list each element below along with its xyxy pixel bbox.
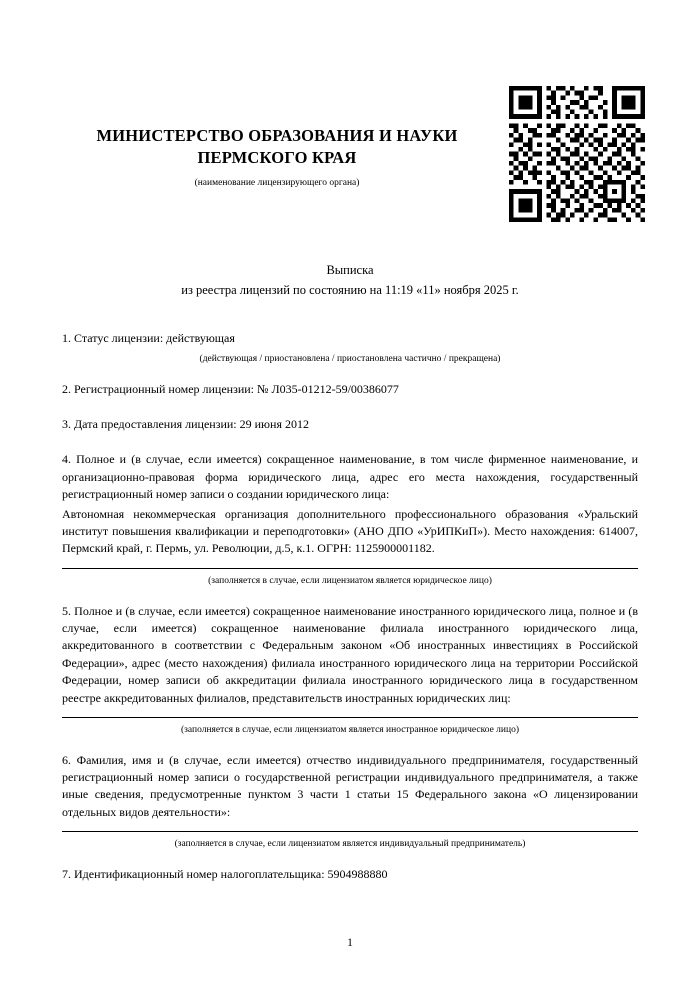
qr-code-icon <box>509 86 645 222</box>
item-text: 5. Полное и (в случае, если имеется) сокращенное наименование иностранного юридического лица, полное и (в случае, если имеется) сокращенное наименование филиала иностранного юридического лица, аккредитованного в соответствии с Федеральным законом «Об иностранных инвестициях в Российской Федерации», адрес (место нахождения) филиала иностранного юридического лица на территории Российской Федерации, номер записи об аккредитации филиала иностранного юридического лица в государственном реестре аккредитованных филиалов, представительств иностранных юридических лиц: <box>62 603 638 705</box>
item-divider <box>62 717 638 718</box>
document-title: Выписка <box>326 262 374 277</box>
ministry-name-line1: МИНИСТЕРСТВО ОБРАЗОВАНИЯ И НАУКИ <box>96 126 458 145</box>
item-text: 3. Дата предоставления лицензии: 29 июня 2012 <box>62 417 309 432</box>
item-value: Автономная некоммерческая организация дополнительного профессионального образования «Уральский институт повышения квалификации и переподготовки» (АНО ДПО «УрИПКиП»). Место нахождения: 614007, Пермский край, г. Пермь, ул. Революции, д.5, к.1. ОГРН: 1125900001182. <box>62 506 638 556</box>
item-divider <box>62 831 638 832</box>
item-text: 2. Регистрационный номер лицензии: № Л035-01212-59/00386077 <box>62 381 399 396</box>
item-text: 4. Полное и (в случае, если имеется) сокращенное наименование, в том числе фирменное наименование, и организационно-правовая форма юридического лица, адрес его места нахождения, государственный регистрационный номер записи о создании юридического лица: <box>62 452 638 502</box>
item-note: (заполняется в случае, если лицензиатом является индивидуальный предприниматель) <box>174 839 526 850</box>
item-text: 1. Статус лицензии: действующая <box>62 330 235 345</box>
item-text: 6. Фамилия, имя и (в случае, если имеется) отчество индивидуального предпринимателя, государственный регистрационный номер записи о государственной регистрации индивидуального предпринимателя, а также иные сведения, предусмотренные пунктом 3 части 1 статьи 15 Федерального закона «О лицензировании отдельных видов деятельности»: <box>62 752 638 819</box>
ministry-name-line2: ПЕРМСКОГО КРАЯ <box>197 148 357 168</box>
item-license-number <box>62 381 638 398</box>
item-divider <box>62 568 638 569</box>
item-individual-entrepreneur <box>62 752 638 852</box>
item-legal-entity <box>62 451 638 588</box>
registry-items <box>62 330 638 884</box>
item-foreign-legal-entity <box>62 603 638 738</box>
item-license-date <box>62 416 638 433</box>
page-number: 1 <box>347 937 353 949</box>
item-note: (заполняется в случае, если лицензиатом является иностранное юридическое лицо) <box>181 724 519 735</box>
item-taxpayer-number <box>62 866 638 883</box>
item-note: (действующая / приостановлена / приостановлена частично / прекращена) <box>199 353 501 364</box>
document-subtitle: из реестра лицензий по состоянию на 11:19 «11» ноября 2025 г. <box>181 282 519 297</box>
item-license-status <box>62 330 638 367</box>
ministry-name-caption: (наименование лицензирующего органа) <box>194 177 360 188</box>
document-title-block <box>62 260 638 300</box>
item-note: (заполняется в случае, если лицензиатом является юридическое лицо) <box>208 575 492 586</box>
qr-code-svg <box>509 86 645 222</box>
item-text: 7. Идентификационный номер налогоплательщика: 5904988880 <box>62 867 388 882</box>
document-header <box>62 0 492 188</box>
